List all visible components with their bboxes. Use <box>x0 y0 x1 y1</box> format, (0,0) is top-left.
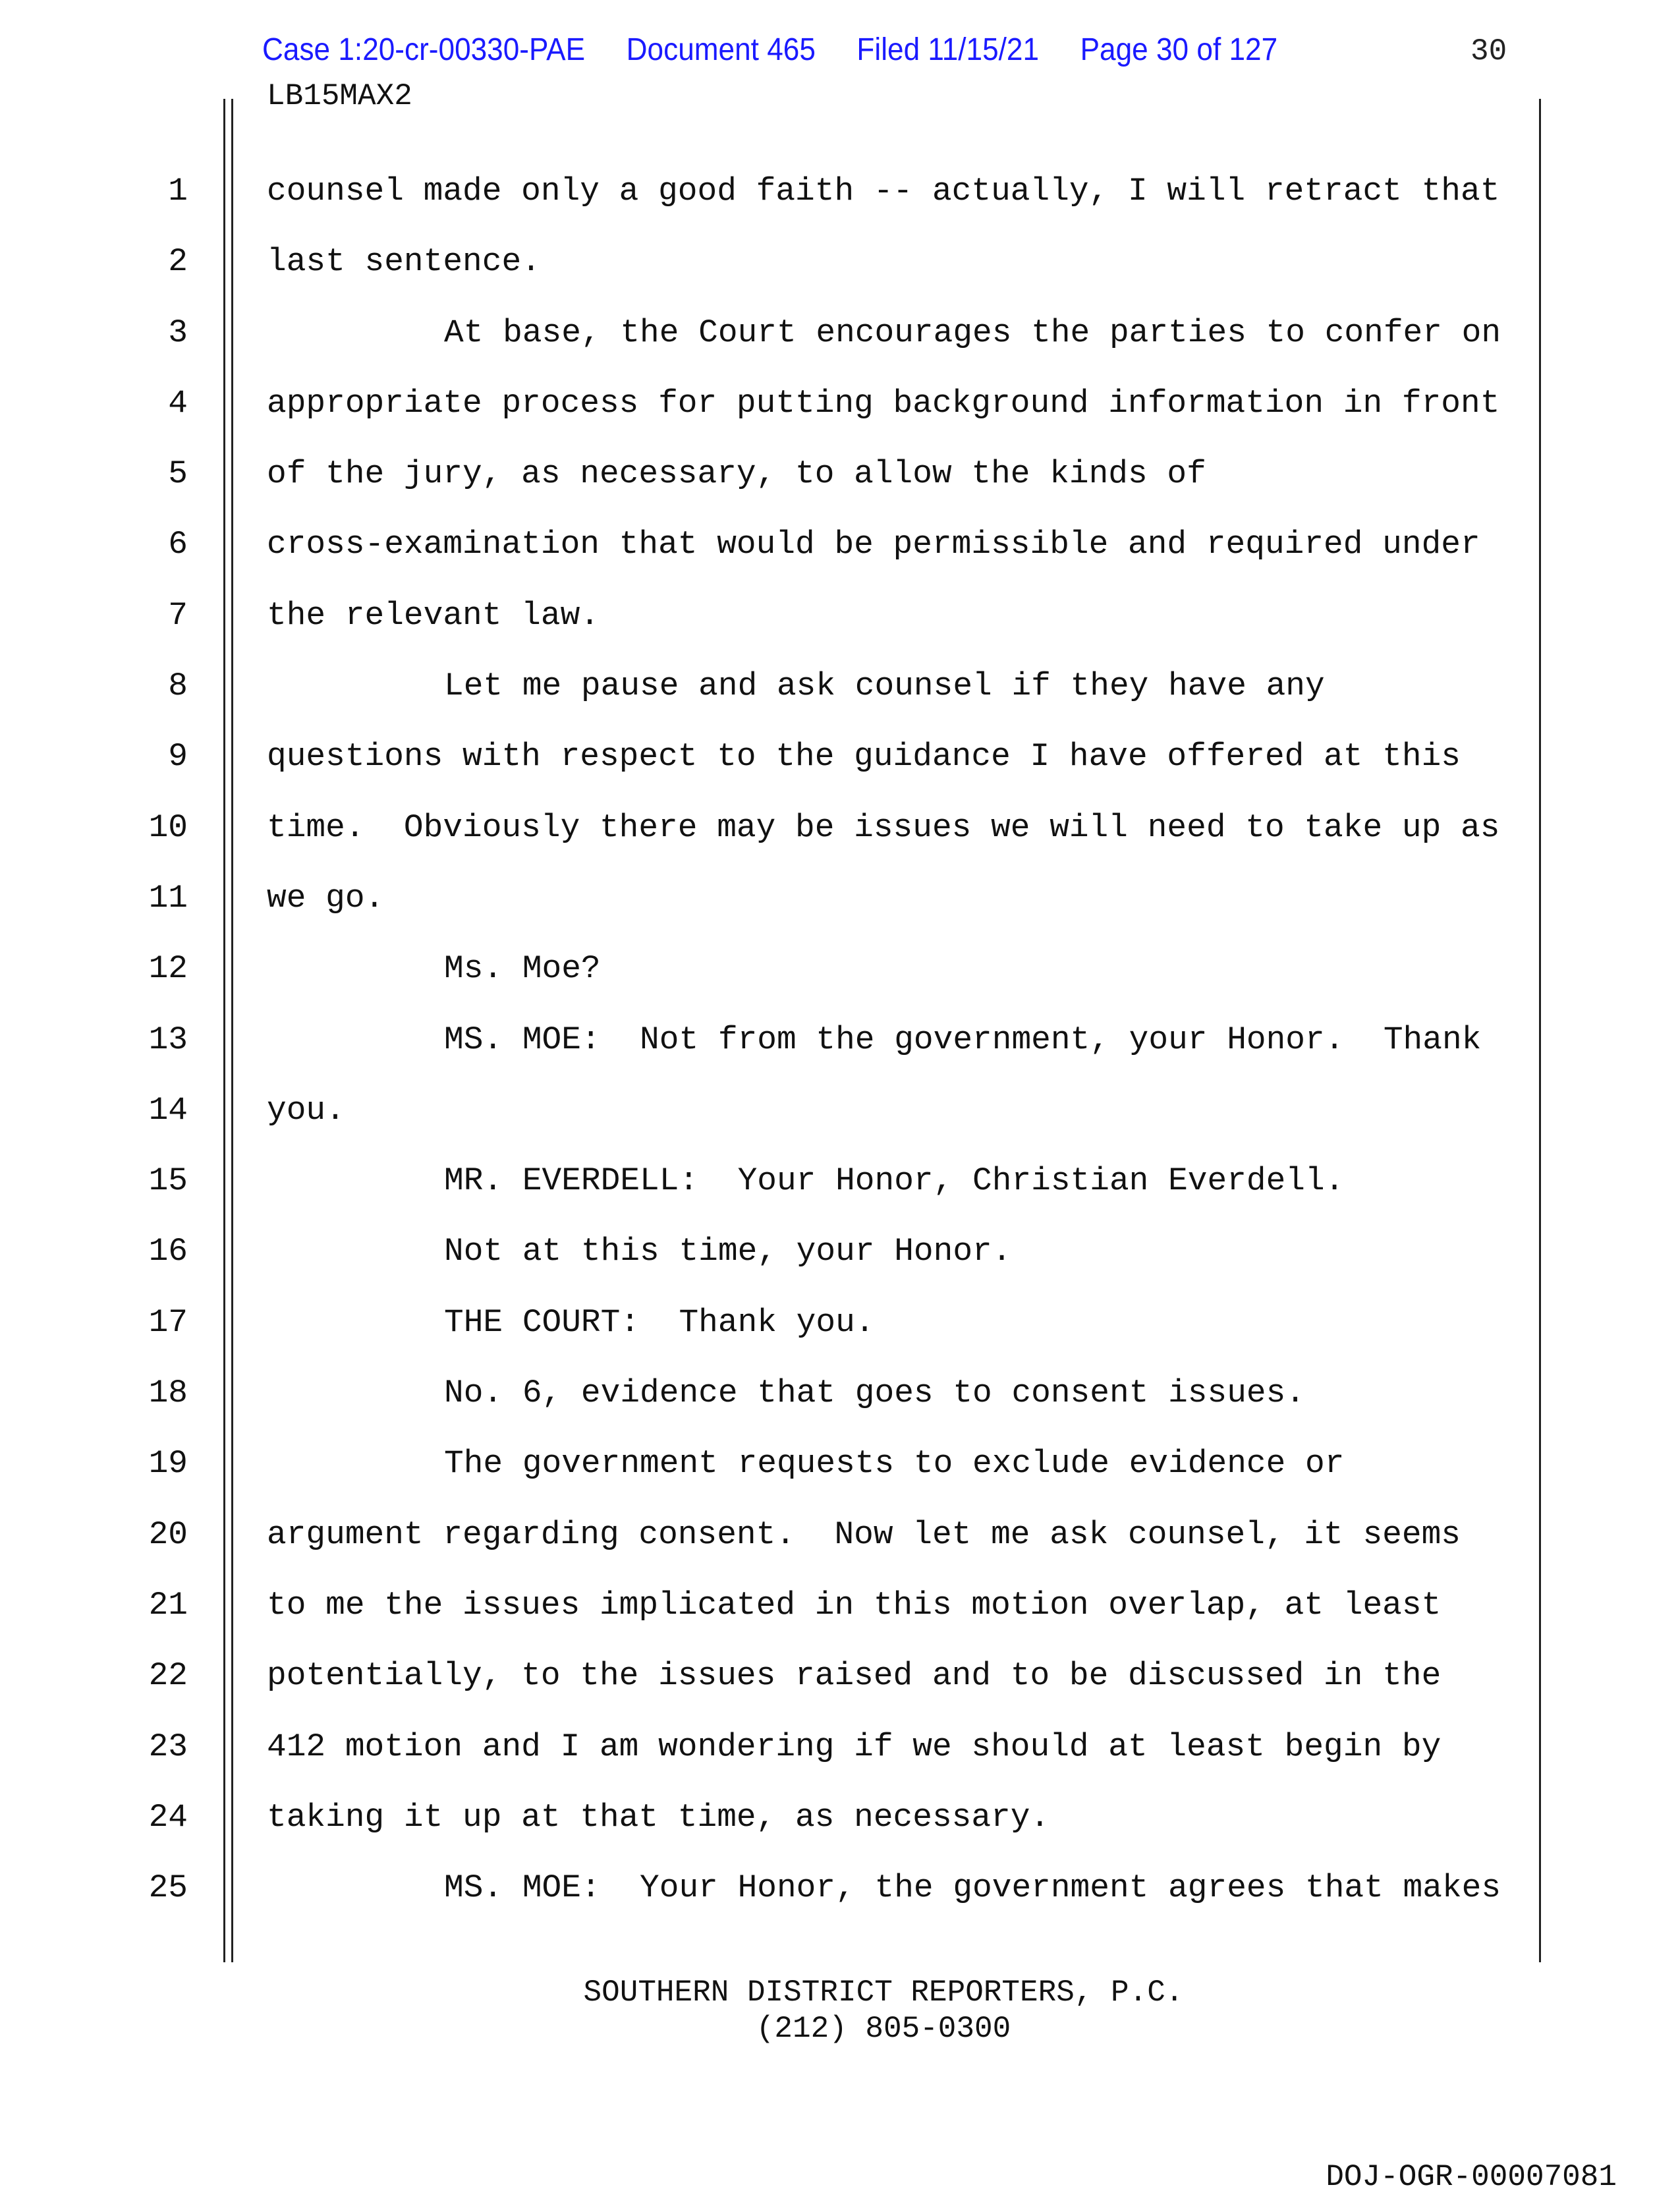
transcript-page-number: 30 <box>1470 34 1507 69</box>
filed-date: Filed 11/15/21 <box>856 32 1040 67</box>
transcript-line <box>0 1641 1680 1711</box>
line-number: 1 <box>168 173 188 210</box>
transcript-line <box>0 651 1680 722</box>
transcript-line <box>0 934 1680 1004</box>
line-number: 14 <box>148 1091 188 1129</box>
transcript-line <box>0 1288 1680 1358</box>
line-number: 3 <box>168 314 188 351</box>
transcript-line <box>0 863 1680 934</box>
transcript-line <box>0 227 1680 297</box>
line-number: 13 <box>148 1021 188 1058</box>
line-text: cross-examination that would be permissible and required under <box>267 526 1480 563</box>
transcript-line <box>0 722 1680 792</box>
line-text: argument regarding consent. Now let me ask counsel, it seems <box>267 1516 1461 1553</box>
transcript-line <box>0 581 1680 651</box>
line-number: 19 <box>148 1445 188 1483</box>
transcript-line <box>0 1005 1680 1075</box>
line-number: 9 <box>168 738 188 776</box>
line-number: 11 <box>148 879 188 917</box>
transcript-line <box>0 368 1680 439</box>
line-text: you. <box>267 1091 345 1129</box>
transcript-line <box>0 1358 1680 1429</box>
line-text: potentially, to the issues raised and to be discussed in the <box>267 1657 1442 1695</box>
line-number: 23 <box>148 1728 188 1765</box>
line-number: 7 <box>168 596 188 634</box>
line-text: to me the issues implicated in this motion overlap, at least <box>267 1586 1442 1624</box>
line-text: MS. MOE: Not from the government, your Honor. Thank <box>444 1021 1482 1058</box>
transcript-code: LB15MAX2 <box>267 79 412 113</box>
line-number: 22 <box>148 1657 188 1695</box>
line-number: 5 <box>168 455 188 493</box>
line-text: MS. MOE: Your Honor, the government agrees that makes <box>444 1869 1501 1907</box>
transcript-line <box>0 1712 1680 1782</box>
transcript-line <box>0 793 1680 863</box>
line-number: 21 <box>148 1586 188 1624</box>
line-text: of the jury, as necessary, to allow the kinds of <box>267 455 1206 493</box>
document-number: Document 465 <box>626 32 816 67</box>
line-text: Not at this time, your Honor. <box>444 1233 1012 1270</box>
line-number: 24 <box>148 1798 188 1836</box>
bates-number: DOJ-OGR-00007081 <box>1326 2160 1617 2194</box>
transcript-line <box>0 1853 1680 1923</box>
line-text: last sentence. <box>267 243 541 281</box>
transcript-line <box>0 1146 1680 1216</box>
line-number: 8 <box>168 667 188 705</box>
transcript-line <box>0 1570 1680 1641</box>
transcript-line <box>0 1782 1680 1853</box>
line-number: 20 <box>148 1516 188 1553</box>
line-text: Let me pause and ask counsel if they have any <box>444 667 1325 705</box>
line-number: 25 <box>148 1869 188 1907</box>
line-number: 12 <box>148 950 188 988</box>
transcript-line <box>0 298 1680 368</box>
line-text: The government requests to exclude evidence or <box>444 1445 1345 1483</box>
reporter-name: SOUTHERN DISTRICT REPORTERS, P.C. <box>583 1975 1184 2010</box>
line-text: No. 6, evidence that goes to consent issues. <box>444 1375 1306 1412</box>
transcript-line <box>0 509 1680 580</box>
line-text: counsel made only a good faith -- actually, I will retract that <box>267 173 1500 210</box>
line-number: 4 <box>168 384 188 422</box>
line-number: 2 <box>168 243 188 281</box>
line-text: appropriate process for putting background information in front <box>267 384 1500 422</box>
line-text: we go. <box>267 879 385 917</box>
line-text: MR. EVERDELL: Your Honor, Christian Everdell. <box>444 1162 1345 1200</box>
line-number: 6 <box>168 526 188 563</box>
reporter-phone: (212) 805-0300 <box>756 2012 1011 2046</box>
line-text: Ms. Moe? <box>444 950 601 988</box>
line-number: 10 <box>148 808 188 846</box>
page-info: Page 30 of 127 <box>1080 32 1278 67</box>
filing-header <box>262 32 1319 68</box>
line-text: taking it up at that time, as necessary. <box>267 1798 1050 1836</box>
line-text: questions with respect to the guidance I have offered at this <box>267 738 1461 776</box>
transcript-line <box>0 1500 1680 1570</box>
line-text: THE COURT: Thank you. <box>444 1303 875 1341</box>
line-text: time. Obviously there may be issues we will need to take up as <box>267 808 1500 846</box>
transcript-line <box>0 1216 1680 1287</box>
line-text: the relevant law. <box>267 596 600 634</box>
transcript-line <box>0 1429 1680 1499</box>
line-number: 17 <box>148 1303 188 1341</box>
case-number: Case 1:20-cr-00330-PAE <box>262 32 586 67</box>
transcript-line <box>0 156 1680 227</box>
line-text: At base, the Court encourages the parties to confer on <box>444 314 1501 351</box>
line-number: 18 <box>148 1375 188 1412</box>
line-number: 15 <box>148 1162 188 1200</box>
transcript-line <box>0 1075 1680 1146</box>
transcript-line <box>0 439 1680 509</box>
line-text: 412 motion and I am wondering if we should at least begin by <box>267 1728 1442 1765</box>
transcript-body <box>0 156 1680 1923</box>
line-number: 16 <box>148 1233 188 1270</box>
